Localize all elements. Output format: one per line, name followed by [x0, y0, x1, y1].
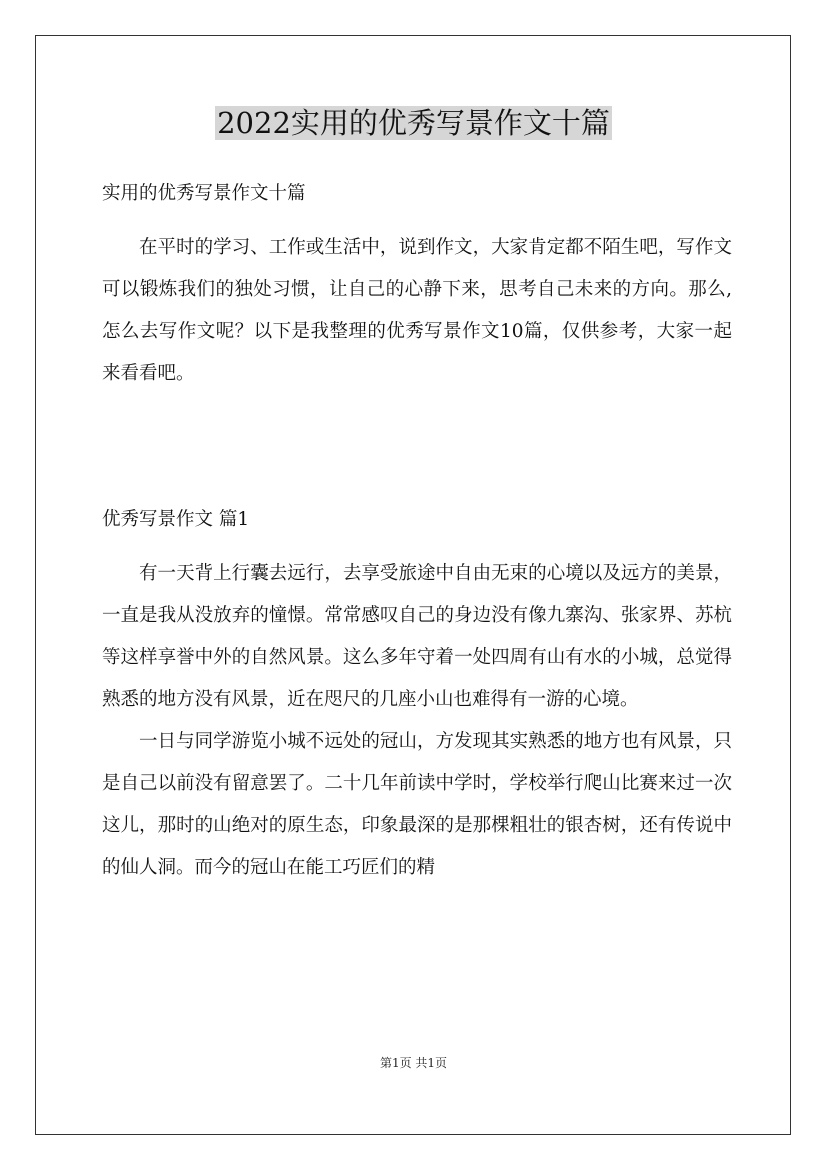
intro-paragraph: 在平时的学习、工作或生活中，说到作文，大家肯定都不陌生吧，写作文可以锻炼我们的独处习惯，让自己的心静下来，思考自己未来的方向。那么,怎么去写作文呢？以下是我整理的优秀写景作文10篇，仅供参考，大家一起来看看吧。 [102, 237, 732, 384]
body-paragraph: 有一天背上行囊去远行，去享受旅途中自由无束的心境以及远方的美景，一直是我从没放弃的憧憬。常常感叹自己的身边没有像九寨沟、张家界、苏杭等这样享誉中外的自然风景。这么多年守着一处四周有山有水的小城，总觉得熟悉的地方没有风景，近在咫尺的几座小山也难得有一游的心境。 [102, 563, 732, 710]
document-subtitle: 实用的优秀写景作文十篇 [102, 183, 306, 204]
section-heading: 优秀写景作文 篇1 [102, 509, 250, 530]
document-title-text: 2022实用的优秀写景作文十篇 [217, 106, 610, 140]
section1-heading-block [102, 505, 732, 535]
page-footer: 第1页 共1页 [379, 1056, 448, 1070]
intro-block [102, 227, 732, 395]
section1-body [102, 553, 732, 889]
subtitle-block [102, 179, 732, 209]
document-title [0, 103, 827, 143]
body-paragraph: 一日与同学游览小城不远处的冠山，方发现其实熟悉的地方也有风景，只是自己以前没有留意罢了。二十几年前读中学时，学校举行爬山比赛来过一次这儿，那时的山绝对的原生态，印象最深的是那棵粗壮的银杏树，还有传说中的仙人洞。而今的冠山在能工巧匠们的精 [102, 731, 732, 878]
